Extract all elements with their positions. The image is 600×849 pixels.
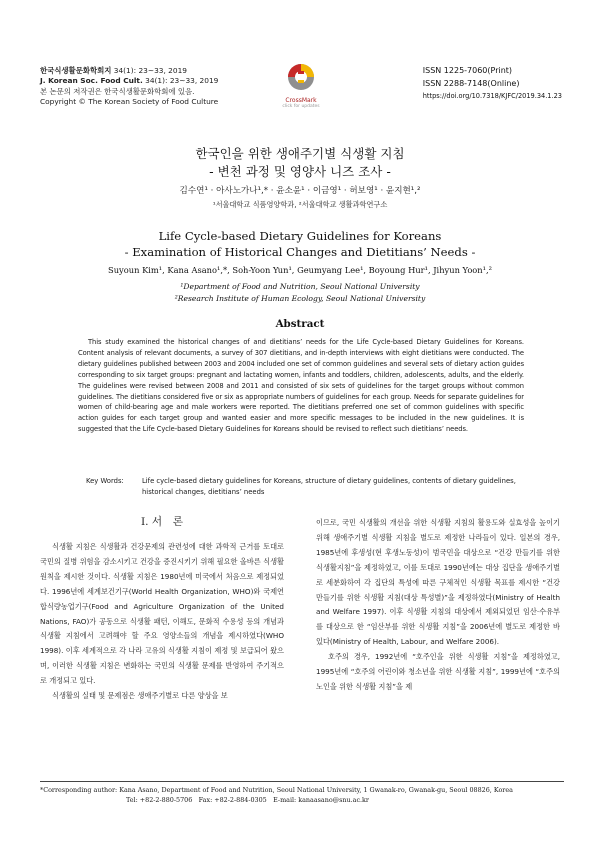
journal-volume-en: 34(1): 23~33, 2019 <box>145 76 219 86</box>
issn-online: ISSN 2288-7148(Online) <box>422 79 520 88</box>
corresponding-author-footnote <box>40 785 570 805</box>
title-en-line2: - Examination of Historical Changes and Dietitians’ Needs - <box>124 245 476 259</box>
abstract-text: This study examined the historical changes of and dietitians’ needs for the Life Cycle-based Dietary Guidelines for Koreans. Content analysis of relevant documents, a survey of 307 dietitians, and in-depth interviews with eight dietitians were conducted. The dietary guidelines published between 2003 and 2004 included one set of common guidelines and several sets of dietary action guides corresponding to six target groups: pregnant and lactating women, infants and toddlers, children, adolescents, adults, and the elderly. The guidelines were revised between 2008 and 2011 and consisted of six sets of guidelines for the target groups without common guidelines. The dietitians considered five or six as appropriate numbers of guidelines for each group. Needs for separate guidelines for women of child-bearing age and male workers were reported. The dietitians preferred one set of common guidelines with specific action guides for each target group and wanted easier and more specific messages to be included in the new guidelines. It is suggested that the Life Cycle-based Dietary Guidelines for Koreans should be revised to reflect such dietitians’ needs. <box>78 338 524 434</box>
affiliation-en-2: ²Research Institute of Human Ecology, Seoul National University <box>174 293 426 303</box>
paragraph: 식생활 지침은 식생활과 건강문제의 관련성에 대한 과학적 근거를 토대로 국민의 질병 위험을 감소시키고 건강을 증진시키기 위해 필요한 올바른 식생활 원칙을 제시한 것이다. 식생활 지침은 1980년에 미국에서 처음으로 제정되었다. 1996년에 세계보건기구(World Health Organization, WHO)와 국제연합식량농업기구(Food and Agriculture Organization of the United Nations, FAO)가 공동으로 식생활 패턴, 이해도, 문화적 수용성 등의 개념과 식생활 지침에서 고려해야 할 주요 영양소들의 개념을 제시하였다(WHO 1998). 이후 세계적으로 각 나라 고유의 식생활 지침이 제정 및 보급되어 왔으며, 이러한 식생활 지침은 변화하는 국민의 식생활 문제를 반영하여 주기적으로 개정되고 있다. <box>40 542 284 686</box>
affiliation-en-1: ¹Department of Food and Nutrition, Seoul National University <box>180 282 420 291</box>
authors-en: Suyoun Kim¹, Kana Asano¹,*, Soh-Yoon Yun¹, Geumyang Lee¹, Boyoung Hur¹, Jihyun Yoon¹,² <box>108 265 492 275</box>
crossmark-label: CrossMark <box>285 97 317 104</box>
doi-link[interactable]: https://doi.org/10.7318/KJFC/2019.34.1.23 <box>422 92 562 100</box>
copyright-line: Copyright © The Korean Society of Food Culture <box>40 97 219 107</box>
keywords-text: Life cycle-based dietary guidelines for Koreans, structure of dietary guidelines, contents of dietary guidelines, historical changes, dietitians’ needs <box>142 477 516 496</box>
journal-name-ko: 한국식생활문화학회지 <box>40 66 112 75</box>
paragraph: 식생활의 실태 및 문제점은 생애주기별로 다른 양상을 보 <box>52 691 228 701</box>
journal-name-en: J. Korean Soc. Food Cult. <box>40 76 143 86</box>
keywords-label: Key Words: <box>86 477 124 485</box>
title-ko <box>0 145 600 181</box>
affiliations-en <box>0 281 600 304</box>
copyright-notice-ko: 본 논문의 저작권은 한국식생활문화학회에 있음. <box>40 86 195 96</box>
journal-name-en-line <box>40 76 218 86</box>
journal-name-ko-line <box>40 66 218 76</box>
journal-volume-ko: 34(1): 23~33, 2019 <box>113 66 187 75</box>
paragraph: 호주의 경우, 1992년에 “호주인을 위한 식생활 지침”을 제정하였고, 1995년에 “호주의 어린이와 청소년을 위한 식생활 지침”, 1999년에 “호주의 노인을 위한 식생활 지침”을 제 <box>316 652 560 691</box>
crossmark-logo-icon <box>286 62 316 92</box>
title-ko-line1: 한국인을 위한 생애주기별 식생활 지침 <box>195 146 405 161</box>
abstract-heading: Abstract <box>275 318 325 330</box>
footnote-divider <box>40 781 564 782</box>
crossmark-sublabel: click for updates <box>282 104 320 109</box>
title-en <box>0 228 600 260</box>
title-en-line1: Life Cycle-based Dietary Guidelines for Koreans <box>158 229 442 243</box>
affiliation-ko: ¹서울대학교 식품영양학과, ²서울대학교 생활과학연구소 <box>212 200 388 209</box>
issn-block <box>423 64 562 103</box>
body-column-left <box>40 514 284 704</box>
crossmark-badge[interactable] <box>278 62 324 109</box>
journal-header <box>40 66 218 108</box>
paragraph: 이므로, 국민 식생활의 개선을 위한 식생활 지침의 활용도와 실효성을 높이기 위해 생애주기별 식생활 지침을 별도로 제정한 나라들이 있다. 일본의 경우, 1985년에 후생성(현 후생노동성)이 범국민을 대상으로 “건강 만들기를 위한 식생활지침”을 제정하였고, 이를 토대로 1990년에는 대상 집단을 생애주기별로 세분화하여 각 집단의 특성에 따른 구체적인 식생활 목표를 제시한 “건강 만들기를 위한 식생활 지침(대상 특성별)”을 제정하였다(Ministry of Health and Welfare 1997). 이후 식생활 지침의 대상에서 제외되었던 임산·수유부를 대상으로 한 “임산부를 위한 식생활 지침”을 2006년에 별도로 제정한 바 있다(Ministry of Health, Labour, and Welfare 2006). <box>316 518 560 647</box>
issn-print: ISSN 1225-7060(Print) <box>422 66 513 75</box>
footnote-line-2: Tel: +82-2-880-5706 Fax: +82-2-884-0305 E-mail: kanaasano@snu.ac.kr <box>126 796 369 804</box>
title-ko-line2: - 변천 과정 및 영양사 니즈 조사 - <box>209 164 391 179</box>
keywords <box>86 476 526 497</box>
section-heading-introduction: I. 서 론 <box>141 516 183 528</box>
footnote-line-1: *Corresponding author: Kana Asano, Department of Food and Nutrition, Seoul National University, 1 Gwanak-ro, Gwanak-gu, Seoul 08826, Korea <box>40 786 513 794</box>
body-column-right <box>316 516 560 695</box>
authors-ko: 김수연¹ · 아사노가나¹,* · 윤소윤¹ · 이금영¹ · 허보영¹ · 윤지현¹,² <box>179 186 421 196</box>
